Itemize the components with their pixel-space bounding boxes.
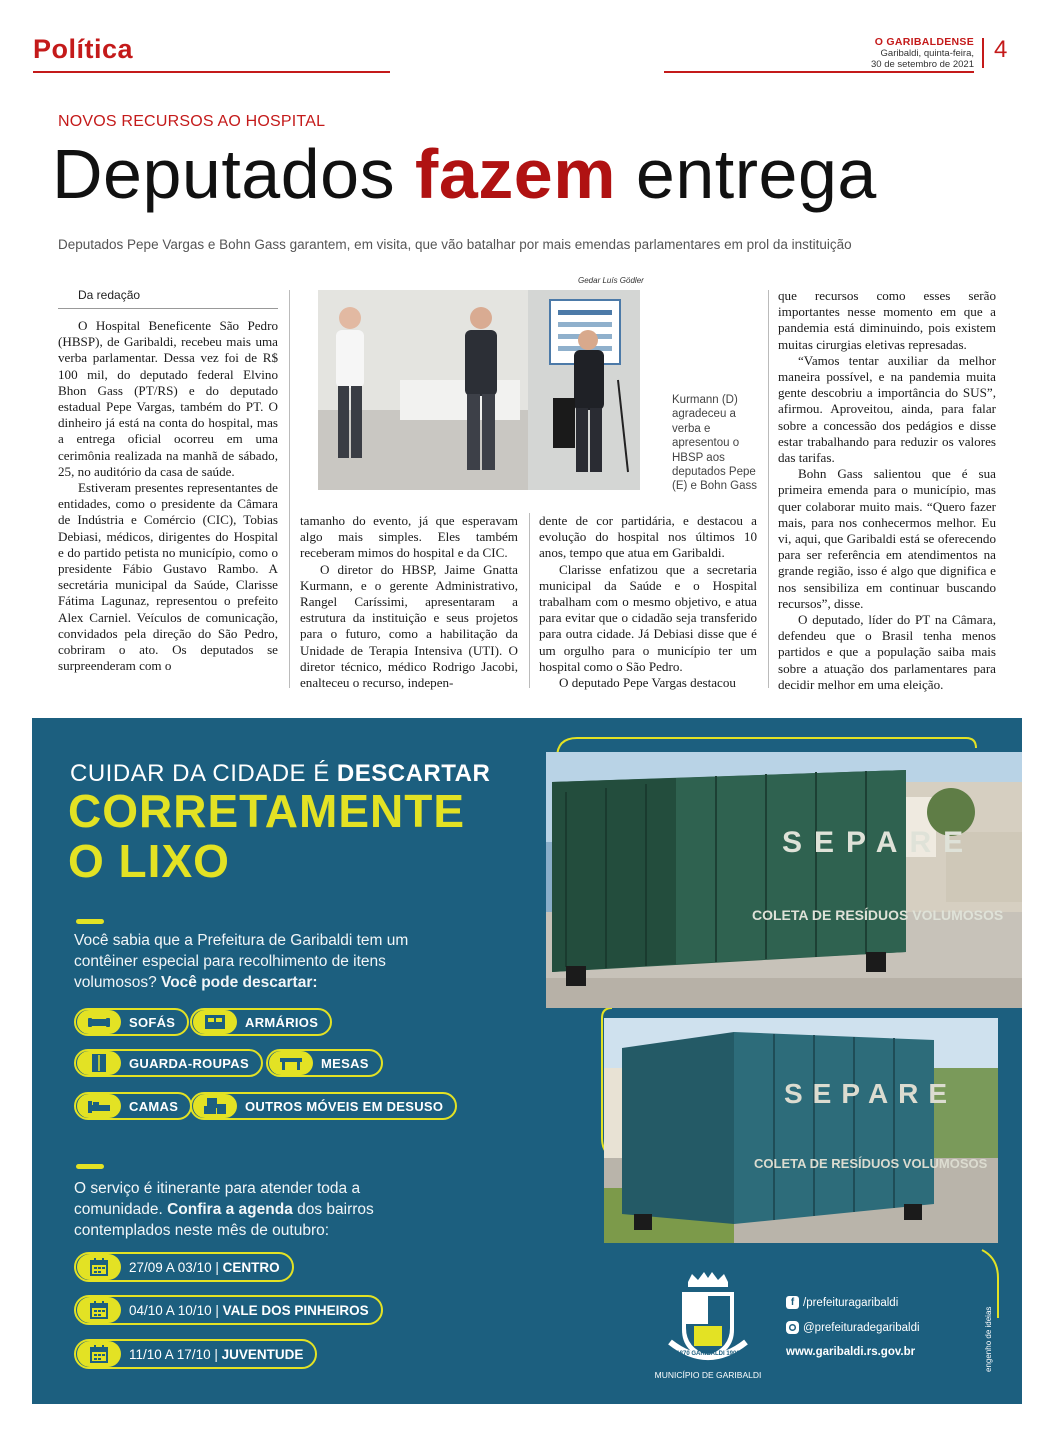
item-pill-sofas (74, 1008, 189, 1036)
schedule-place: VALE DOS PINHEIROS (222, 1302, 369, 1318)
facebook-icon: f (786, 1296, 799, 1309)
headline-part-1: Deputados (52, 135, 416, 213)
schedule-label (121, 1347, 315, 1362)
article-column-4 (778, 288, 996, 693)
crest-icon (658, 1272, 758, 1384)
item-label: OUTROS MÓVEIS EM DESUSO (245, 1098, 444, 1114)
headline-part-2: entrega (615, 135, 877, 213)
schedule-place: CENTRO (222, 1259, 280, 1275)
paragraph: tamanho do evento, já que esperavam algo mais simples. Eles também receberam mimos do hospital e da CIC. (300, 513, 518, 561)
article-subhead: Deputados Pepe Vargas e Bohn Gass garantem, em visita, que vão batalhar por mais emendas parlamentares em prol da instituição (58, 237, 852, 252)
header-rule-right (664, 71, 974, 73)
ad-intro (74, 930, 454, 993)
ad-title-line-3: O LIXO (68, 835, 230, 887)
article-photo (318, 290, 640, 490)
date-line-2: 30 de setembro de 2021 (871, 59, 974, 70)
paragraph: O deputado, líder do PT na Câmara, defendeu que o Brasil tenha menos partidos e que a população saiba mais sobre a atuação dos parlamentares para decidir melhor em uma eleição. (778, 612, 996, 692)
paragraph: que recursos como esses serão importantes nesse momento em que a pandemia está diminuindo, pois existem muitas cirurgias eletivas represadas. (778, 288, 996, 352)
crest-years: 1870 GARIBALDI 1900 (676, 1351, 740, 1357)
page-number: 4 (994, 36, 1008, 63)
schedule-dates: 27/09 A 03/10 | (129, 1259, 223, 1275)
page-number-separator (982, 38, 984, 68)
furniture-icon (193, 1094, 237, 1118)
column-divider (529, 513, 530, 688)
article-headline (52, 134, 877, 214)
paragraph: dente de cor partidária, e destacou a evolução do hospital nos últimos 10 anos, tempo que atua em Garibaldi. (539, 513, 757, 561)
paragraph: O Hospital Beneficente São Pedro (HBSP), de Garibaldi, recebeu mais uma verba parlamentar. Dessa vez foi de R$ 100 mil, do deputado federal Elvino Bhon Gass (PT/RS) e do deputado estadual Pepe Vargas, também do PT. O dinheiro já está na conta do hospital, mas a entrega oficial ocorreu em uma cerimônia realizada na manhã de sábado, 25, no auditório da casa de saúde. (58, 318, 278, 479)
bed-icon (77, 1094, 121, 1118)
sofa-icon (77, 1010, 121, 1034)
item-label: SOFÁS (129, 1014, 176, 1030)
container-photo-2 (604, 1018, 998, 1243)
byline-rule (58, 308, 278, 309)
item-pill-armarios (190, 1008, 332, 1036)
container-text-separe-2: SEPARE (784, 1078, 958, 1109)
website-link[interactable] (786, 1346, 915, 1358)
container-photo-1 (546, 752, 1022, 1008)
ad-service-text (74, 1178, 419, 1241)
date-line-1: Garibaldi, quinta-feira, (880, 48, 974, 59)
ad-dash (76, 919, 104, 924)
item-label: ARMÁRIOS (245, 1014, 319, 1030)
paragraph: Bohn Gass salientou que é sua primeira emenda para o município, mas quer colaborar muito mais. “Quero fazer mais, para nos conhecermos melhor. Eu vi, aqui, que Garibaldi está se oferecendo para ser referência em atendimentos na grande região, isso é algo que dignifica e nos sensibiliza em continuar buscando recursos”, disse. (778, 466, 996, 611)
column-divider (289, 290, 290, 688)
publication-name: O GARIBALDENSE (874, 36, 974, 48)
schedule-label (121, 1303, 381, 1318)
instagram-link[interactable] (786, 1321, 920, 1334)
container-illustration-2 (604, 1018, 998, 1243)
instagram-icon (786, 1321, 799, 1334)
item-pill-camas (74, 1092, 192, 1120)
ad-title-main (68, 786, 465, 886)
container-text-coleta: COLETA DE RESÍDUOS VOLUMOSOS (752, 907, 1004, 923)
item-pill-guarda-roupas (74, 1049, 263, 1077)
item-label: CAMAS (129, 1098, 179, 1114)
schedule-dates: 04/10 A 10/10 | (129, 1302, 223, 1318)
article-kicker: NOVOS RECURSOS AO HOSPITAL (58, 113, 326, 130)
item-pill-outros (190, 1092, 457, 1120)
calendar-icon (77, 1341, 121, 1367)
container-illustration-1 (546, 752, 1022, 1008)
website-url: www.garibaldi.rs.gov.br (786, 1346, 916, 1358)
calendar-icon (77, 1297, 121, 1323)
article-column-3 (539, 513, 757, 691)
masthead (871, 37, 974, 70)
ad-title-bold: DESCARTAR (336, 760, 491, 787)
wardrobe-icon (77, 1051, 121, 1075)
ad-title-line-1 (70, 760, 490, 788)
container-text-separe: SEPARE (782, 826, 976, 859)
municipality-name: MUNICÍPIO DE GARIBALDI (654, 1370, 762, 1380)
agency-credit: engenho de ideias (984, 1306, 993, 1372)
facebook-handle: /prefeituragaribaldi (803, 1296, 899, 1309)
ad-title-text: CUIDAR DA CIDADE É (70, 760, 337, 787)
ad-intro-bold: Você pode descartar: (161, 974, 318, 991)
facebook-link[interactable] (786, 1296, 898, 1309)
photo-credit: Gedar Luís Gödler (578, 276, 644, 285)
item-label: MESAS (321, 1055, 369, 1071)
cabinet-icon (193, 1010, 237, 1034)
municipal-crest (654, 1272, 762, 1384)
paragraph: Estiveram presentes representantes de entidades, como o presidente da Câmara de Indústria e Comércio (CIC), Tobias Debiasi, médicos, dirigentes do Hospital e do partido petista no município, como o presidente Fábio Gustavo Rambo. A secretária municipal da Saúde, Clarisse Fátima Lagunaz, representou o prefeito Alex Carniel. Veículos de comunicação, convidados pela direção do São Pedro, cobriram o ato. Os deputados se surpreenderam com o (58, 480, 278, 674)
service-bold: Confira a agenda (167, 1201, 293, 1218)
paragraph: O diretor do HBSP, Jaime Gnatta Kurmann, e o gerente Administrativo, Rangel Caríssimi, apresentaram a estrutura da instituição e seus projetos para o futuro, como a habilitação da Unidade de Terapia Intensiva (UTI). O diretor técnico, médico Rodrigo Jacobi, enalteceu o recurso, indepen- (300, 561, 518, 691)
headline-highlight: fazem (415, 135, 616, 213)
schedule-pill-2 (74, 1295, 383, 1325)
table-icon (269, 1051, 313, 1075)
schedule-label (121, 1260, 292, 1275)
article-column-1 (58, 318, 278, 674)
header-rule-left (33, 71, 390, 73)
section-title: Política (33, 34, 134, 64)
instagram-handle: @prefeituradegaribaldi (803, 1321, 920, 1334)
schedule-place: JUVENTUDE (221, 1346, 304, 1362)
schedule-dates: 11/10 A 17/10 | (129, 1346, 222, 1362)
service-text-end: dos bairros contemplados neste mês de outubro: (74, 1201, 374, 1239)
container-text-coleta-2: COLETA DE RESÍDUOS VOLUMOSOS (754, 1156, 988, 1171)
schedule-pill-1 (74, 1252, 294, 1282)
calendar-icon (77, 1254, 121, 1280)
service-text: O serviço é itinerante para atender toda a comunidade. (74, 1180, 361, 1218)
column-divider (768, 290, 769, 688)
ad-intro-text: Você sabia que a Prefeitura de Garibaldi tem um contêiner especial para recolhimento de itens volumosos? (74, 932, 409, 991)
byline: Da redação (78, 288, 141, 302)
photo-illustration (318, 290, 640, 490)
schedule-pill-3 (74, 1339, 317, 1369)
ad-title-line-2: CORRETAMENTE (68, 785, 466, 837)
paragraph: “Vamos tentar auxiliar da melhor maneira possível, e na pandemia muita gente descobriu a importância do SUS”, afirmou. Aproveitou, ainda, para falar sobre a concessão dos pedágios e disse estar trabalhando para reduzir os valores das tarifas. (778, 352, 996, 466)
photo-caption: Kurmann (D) agradeceu a verba e apresentou o HBSP aos deputados Pepe (E) e Bohn Gass (672, 394, 758, 493)
paragraph: O deputado Pepe Vargas destacou (559, 675, 736, 691)
item-label: GUARDA-ROUPAS (129, 1055, 249, 1071)
article-column-2 (300, 513, 518, 691)
item-pill-mesas (266, 1049, 383, 1077)
paragraph: Clarisse enfatizou que a secretaria municipal da Saúde e o Hospital trabalham com o mesmo objetivo, e atua para evitar que o cidadão seja transferido para outra cidade. Já Debiasi disse que é um orgulho para o município ter um hospital como o São Pedro. (539, 561, 757, 674)
ad-dash (76, 1164, 104, 1169)
